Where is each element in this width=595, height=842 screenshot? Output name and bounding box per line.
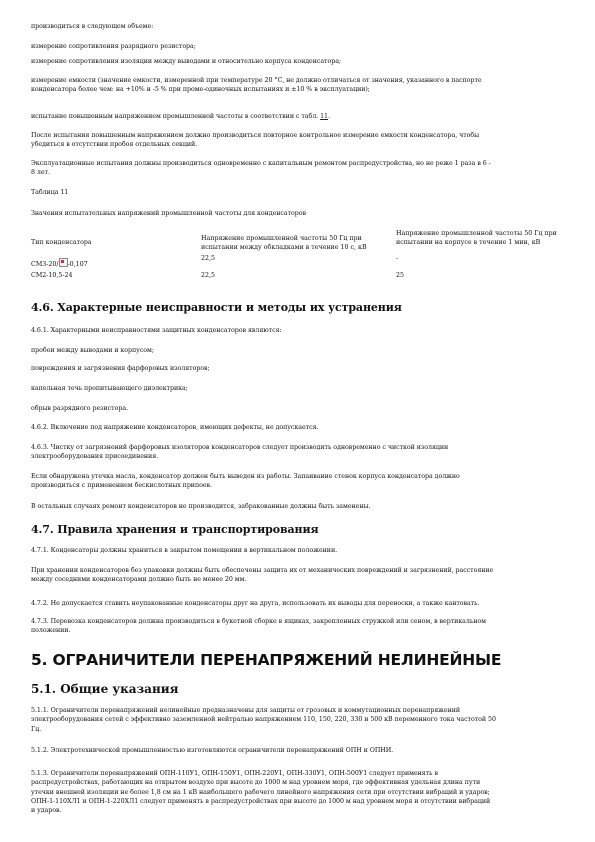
chapter-heading-5: 5. ОГРАНИЧИТЕЛИ ПЕРЕНАПРЯЖЕНИЙ НЕЛИНЕЙНЫЕ bbox=[31, 651, 502, 669]
paragraph bbox=[31, 159, 571, 178]
paragraph: 4.7.1. Конденсаторы должны храниться в закрытом помещении в вертикальном положении. bbox=[31, 547, 338, 554]
header-type: Тип конденсатора bbox=[31, 239, 92, 246]
paragraph bbox=[31, 769, 571, 815]
table-cell: СМ2-10,5-24 bbox=[31, 271, 73, 279]
list-item: измерение сопротивления разрядного резистора; bbox=[31, 43, 196, 50]
text-line: электрооборудования сетей с эффективно заземленной нейтралью напряжением 110, 150, 220, 330 и 500 кВ переменного тока частотой 50 bbox=[31, 716, 496, 724]
section-heading-5-1: 5.1. Общие указания bbox=[31, 682, 179, 696]
paragraph bbox=[31, 443, 571, 462]
text-line: Эксплуатационные испытания должны производиться одновременно с капитальным ремонтом распредустройства, но не реже 1 раза в 6 - bbox=[31, 160, 491, 167]
text-line: 4.7.3. Перевозка конденсаторов должна производиться в букетной сборке в ящиках, закрепленных стружкой или сеном, в вертикальном bbox=[31, 618, 486, 625]
text-line: измерение емкости (значение емкости, измеренной при температуре 20 °С, не должно отличаться от значения, указанного в паспорте bbox=[31, 77, 482, 84]
text-line: После испытания повышенным напряжением должно производиться повторное контрольное измерение емкости конденсатора, чтобы bbox=[31, 132, 480, 139]
text-line: При хранении конденсаторов без упаковки должны быть обеспечены защита их от механических повреждений и загрязнений, расстояние bbox=[31, 567, 494, 574]
table-cell: - bbox=[396, 255, 399, 262]
table-cell bbox=[31, 252, 201, 270]
cell-text: СМ3-20/ bbox=[31, 261, 59, 268]
header-voltage-plates: Напряжение промышленной частоты 50 Гц при испытании между обкладками в течение 10 с, кВ bbox=[201, 235, 367, 251]
text-line: производиться в следующем объеме: bbox=[31, 23, 154, 30]
table-header-row bbox=[31, 230, 571, 252]
text-line: 5.1.3. Ограничители перенапряжений ОПН-110У1, ОПН-150У1, ОПН-220У1, ОПН-330У1, ОПН-500У1 следует применять в bbox=[31, 770, 438, 777]
text-line: 8 лет. bbox=[31, 169, 50, 177]
text-line: Гц. bbox=[31, 725, 42, 733]
text-line: испытание повышенным напряжением промышленной частоты в соответствии с табл. bbox=[31, 113, 321, 120]
text-line: конденсатора более чем: на +10% и -5 % при проме-одиночных испытаниях и ±10 % в эксплуатации); bbox=[31, 86, 370, 94]
table-row bbox=[31, 252, 571, 270]
paragraph bbox=[31, 131, 571, 150]
text-line: 4.6.3. Чистку от загрязнений фарфоровых изоляторов конденсаторов следует производить одновременно с чисткой изоляции bbox=[31, 444, 449, 451]
paragraph: 5.1.2. Электротехнической промышленностью изготовляются ограничители перенапряжений ОПН и ОПНИ. bbox=[31, 747, 394, 754]
table-cell: 22,5 bbox=[201, 255, 216, 262]
table-row bbox=[31, 270, 571, 281]
table-caption: Таблица 11 bbox=[31, 189, 69, 196]
broken-image-icon bbox=[59, 258, 68, 267]
text-line: производиться с применением бескислотных припоев. bbox=[31, 482, 212, 490]
list-item bbox=[31, 112, 571, 121]
text-line: убедиться в отсутствии пробоя отдельных секций. bbox=[31, 141, 198, 149]
list-item: обрыв разрядного резистора. bbox=[31, 405, 128, 412]
text-line: . bbox=[328, 113, 330, 120]
paragraph: В остальных случаях ремонт конденсаторов не производится, забракованные должны быть заменены. bbox=[31, 503, 371, 510]
paragraph bbox=[31, 706, 571, 734]
paragraph: 4.6.1. Характерными неисправностями защитных конденсаторов являются: bbox=[31, 327, 282, 334]
table-cell: 22,5 bbox=[201, 271, 216, 279]
text-line: утечки внешней изоляции не более 1,8 см на 1 кВ наибольшего рабочего линейного напряжения сети при отсутствии вибраций и ударов; bbox=[31, 788, 490, 796]
section-heading-4-7: 4.7. Правила хранения и транспортирования bbox=[31, 523, 319, 536]
table-11-link[interactable]: 11 bbox=[320, 113, 328, 120]
paragraph bbox=[31, 617, 571, 636]
list-item: измерение сопротивления изоляции между выводами и относительно корпуса конденсатора; bbox=[31, 58, 341, 65]
cell-text: -0,107 bbox=[67, 261, 88, 268]
text-line: электрооборудования присоединения. bbox=[31, 453, 159, 461]
header-voltage-case: Напряжение промышленной частоты 50 Гц при испытании на корпусе в течение 1 мин, кВ bbox=[396, 230, 557, 246]
text-line: Если обнаружена утечка масла, конденсатор должен быть выведен из работы. Запаивание стенок корпуса конденсатора должно bbox=[31, 473, 460, 480]
paragraph: 4.6.2. Включение под напряжение конденсаторов, имеющих дефекты, не допускается. bbox=[31, 424, 319, 431]
paragraph bbox=[31, 472, 571, 491]
list-item: повреждения и загрязнения фарфоровых изоляторов; bbox=[31, 365, 210, 372]
paragraph bbox=[31, 566, 571, 585]
text-line: ОПН-1-110ХЛ1 и ОПН-1-220ХЛ1 следует применять в распредустройствах при высоте до 1000 м над уровнем моря и отсутствии вибраций bbox=[31, 797, 491, 805]
list-item bbox=[31, 76, 571, 95]
table-title: Значения испытательных напряжений промышленной частоты для конденсаторов bbox=[31, 210, 306, 217]
paragraph: 4.7.2. Не допускается ставить неупакованные конденсаторы друг на друга, использовать их выводы для переноски, а также кантовать. bbox=[31, 600, 480, 607]
list-item: капельная течь пропитывающего диэлектрика; bbox=[31, 385, 188, 392]
text-line: между соседними конденсаторами должно быть не менее 20 мм. bbox=[31, 576, 247, 584]
text-line: положении. bbox=[31, 627, 71, 635]
test-voltage-table bbox=[31, 230, 571, 280]
table-cell: 25 bbox=[396, 271, 405, 279]
list-item: пробои между выводами и корпусом; bbox=[31, 347, 154, 354]
text-line: 5.1.1. Ограничители перенапряжений нелинейные предназначены для защиты от грозовых и коммутационных перенапряжений bbox=[31, 707, 461, 714]
text-line: распредустройствах, работающих на открытом воздухе при высоте до 1000 м над уровнем моря, где эффективная удельная длина пути bbox=[31, 779, 481, 787]
text-line: и ударов. bbox=[31, 807, 62, 815]
section-heading-4-6: 4.6. Характерные неисправности и методы их устранения bbox=[31, 301, 402, 314]
